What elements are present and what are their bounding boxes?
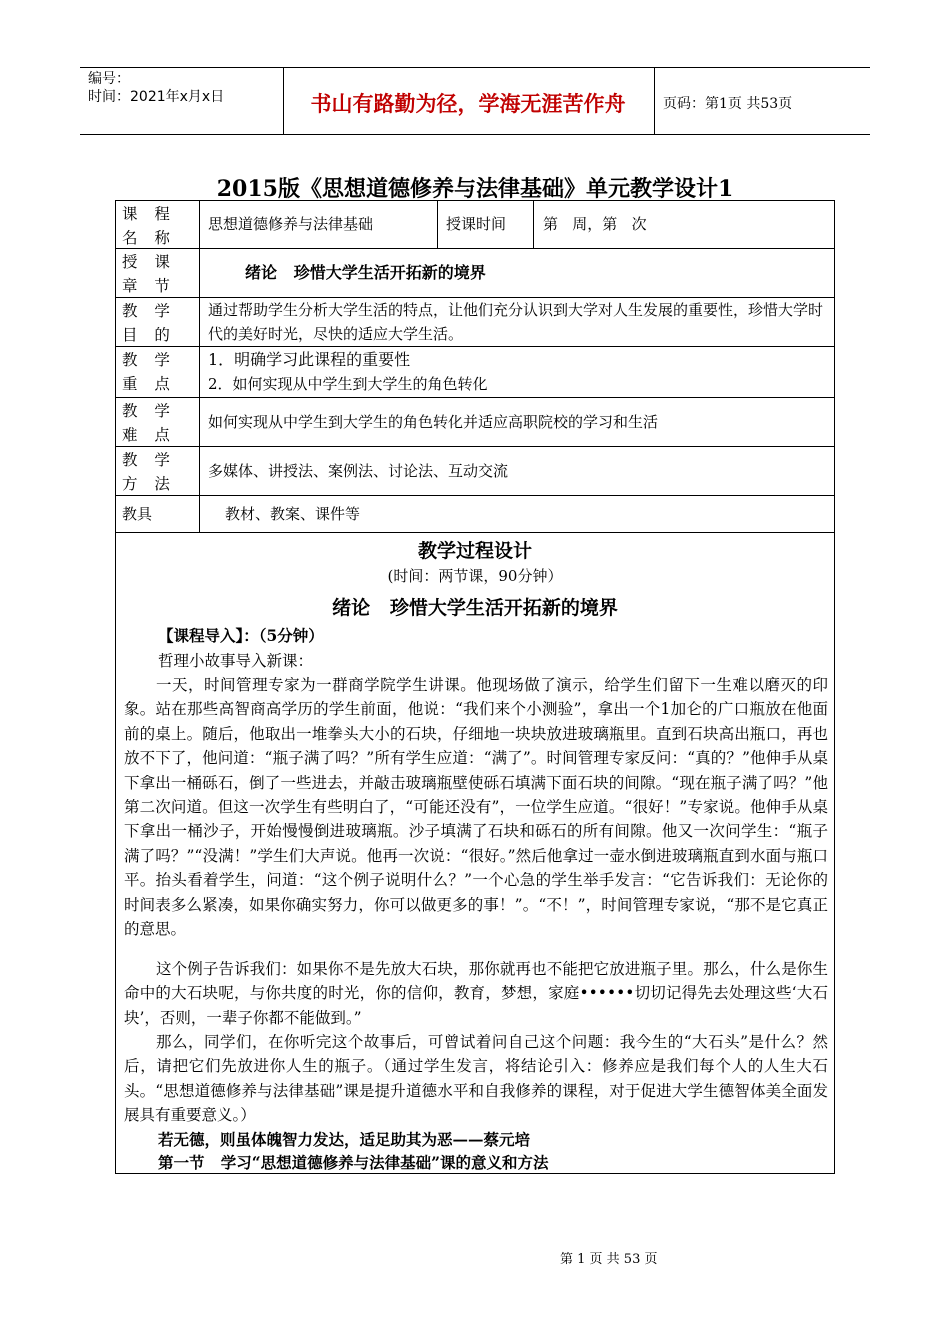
- method-label: 教 学 方 法: [122, 451, 176, 493]
- header-motto: 书山有路勤为径，学海无涯苦作舟: [310, 91, 626, 116]
- difficulty-label: 教 学 难 点: [122, 402, 176, 444]
- table-rule: [115, 495, 835, 496]
- table-rule: [115, 532, 835, 533]
- story-paragraph: 这个例子告诉我们：如果你不是先放大石块，那你就再也不能把它放进瓶子里。那么，什么是你生命中的大石块呢，与你共度的时光，你的信仰，教育，梦想，家庭••••••切切记得先去处理这些‘大石块’，否则，一辈子你都不能做到。”: [124, 960, 828, 1027]
- header-bottom-rule: [80, 134, 870, 135]
- course-name-label: 课 程 名 称: [122, 205, 176, 247]
- teaching-difficulty: 如何实现从中学生到大学生的角色转化并适应高职院校的学习和生活: [208, 413, 659, 431]
- tools-label: 教具: [122, 505, 153, 523]
- teaching-tools: 教材、教案、课件等: [225, 505, 361, 523]
- intro-label: 【课程导入】：（5分钟）: [158, 626, 324, 645]
- focus-item: 1．明确学习此课程的重要性: [208, 350, 411, 369]
- process-subheading: 绪论 珍惜大学生活开拓新的境界: [332, 597, 618, 619]
- table-rule: [115, 397, 835, 398]
- goal-label: 教 学 目 的: [122, 302, 176, 344]
- quote: 若无德，则虽体魄智力发达，适足助其为恶——蔡元培: [158, 1130, 531, 1149]
- focus-label: 教 学 重 点: [122, 351, 176, 393]
- teaching-method: 多媒体、讲授法、案例法、讨论法、互动交流: [208, 462, 509, 480]
- table-column-divider: [199, 200, 200, 532]
- process-time: (时间：两节课，90分钟）: [387, 567, 563, 585]
- focus-item: 2．如何实现从中学生到大学生的角色转化: [208, 375, 488, 393]
- process-heading: 教学过程设计: [417, 540, 532, 562]
- header-page-info: 页码：第1页 共53页: [663, 96, 793, 112]
- table-rule: [115, 248, 835, 249]
- lecture-time: 第 周，第 次: [543, 215, 647, 233]
- header-top-rule: [80, 67, 870, 68]
- table-column-divider: [437, 200, 438, 248]
- chapter-label: 授 课 章 节: [122, 253, 176, 295]
- chapter-title: 绪论 珍惜大学生活开拓新的境界: [245, 263, 486, 282]
- story-paragraph: 那么，同学们，在你听完这个故事后，可曾试着问自己这个问题：我今生的“大石头”是什么？然后，请把它们先放进你人生的瓶子。（通过学生发言，将结论引入：修养应是我们每个人的人生大石头。“思想道德修养与法律基础”课是提升道德水平和自我修养的课程，对于促进大学生德智体美全面发展具有重要意义。）: [124, 1033, 828, 1125]
- table-border-left: [115, 200, 116, 1173]
- date-label: 时间：2021年x月x日: [88, 89, 225, 105]
- table-border-right: [834, 200, 835, 1173]
- header-meta: [88, 70, 224, 106]
- table-column-divider: [533, 200, 534, 248]
- table-rule: [115, 200, 835, 201]
- story-paragraph: 一天，时间管理专家为一群商学院学生讲课。他现场做了演示，给学生们留下一生难以磨灭的印象。站在那些高智商高学历的学生前面，他说：“我们来个小测验”，拿出一个1加仑的广口瓶放在他面前的桌上。随后，他取出一堆拳头大小的石块，仔细地一块块放进玻璃瓶里。直到石块高出瓶口，再也放不下了，他问道：“瓶子满了吗？”所有学生应道：“满了”。时间管理专家反问：“真的？”他伸手从桌下拿出一桶砾石，倒了一些进去，并敲击玻璃瓶壁使砾石填满下面石块的间隙。“现在瓶子满了吗？”他第二次问道。但这一次学生有些明白了，“可能还没有”，一位学生应道。“很好！”专家说。他伸手从桌下拿出一桶沙子，开始慢慢倒进玻璃瓶。沙子填满了石块和砾石的所有间隙。他又一次问学生：“瓶子满了吗？”“没满！”学生们大声说。他再一次说：“很好。”然后他拿过一壶水倒进玻璃瓶直到水面与瓶口平。抬头看着学生，问道：“这个例子说明什么？”一个心急的学生举手发言：“它告诉我们：无论你的时间表多么紧凑，如果你确实努力，你可以做更多的事！”。“不！”，时间管理专家说，“那不是它真正的意思。: [124, 676, 828, 939]
- document-title: 2015版《思想道德修养与法律基础》单元教学设计1: [216, 176, 734, 202]
- teaching-goal: 通过帮助学生分析大学生活的特点，让他们充分认识到大学对人生发展的重要性，珍惜大学时代的美好时光，尽快的适应大学生活。: [208, 301, 824, 343]
- course-name: 思想道德修养与法律基础: [208, 215, 374, 233]
- intro-line: 哲理小故事导入新课：: [158, 652, 314, 670]
- header-divider: [654, 67, 655, 134]
- number-label: 编号：: [88, 71, 130, 87]
- table-rule: [115, 346, 835, 347]
- lecture-time-label: 授课时间: [446, 215, 507, 233]
- page-footer: 第 1 页 共 53 页: [560, 1252, 658, 1267]
- table-rule: [115, 446, 835, 447]
- section-one-title: 第一节 学习“思想道德修养与法律基础”课的意义和方法: [158, 1153, 549, 1172]
